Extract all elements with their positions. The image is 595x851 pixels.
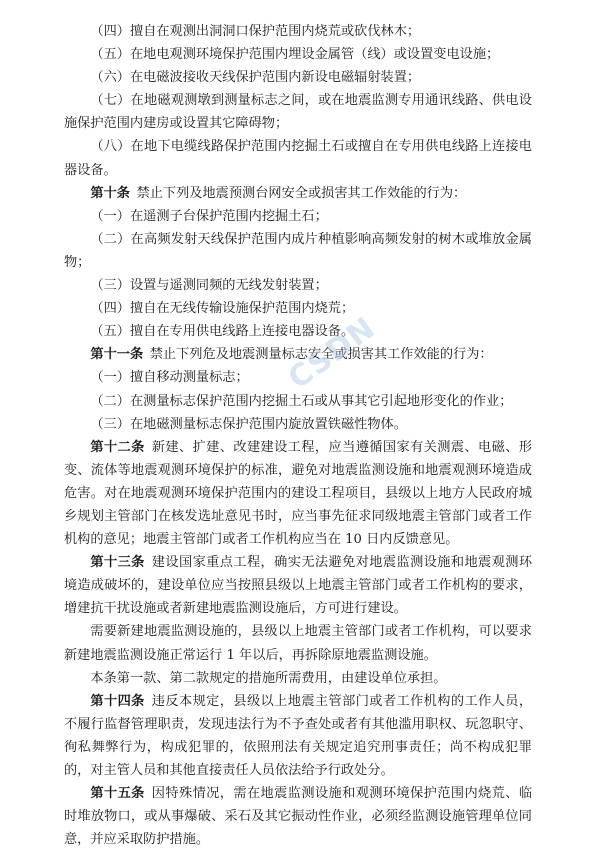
paragraph-text: （一）擅自移动测量标志； [90, 370, 249, 386]
paragraph-text: 本条第一款、第二款规定的措施所需费用，由建设单位承担。 [90, 670, 447, 686]
paragraph-text: （六）在电磁波接收天线保护范围内新设电磁辐射装置； [90, 70, 421, 86]
clause-paragraph [64, 413, 532, 436]
clause-paragraph [64, 43, 532, 66]
clause-paragraph [64, 89, 532, 135]
article-number: 第十四条 [90, 693, 145, 709]
clause-paragraph [64, 20, 532, 43]
clause-paragraph [64, 667, 532, 690]
paragraph-text: （二）在高频发射天线保护范围内成片种植影响高频发射的树木或堆放金属物； [64, 231, 532, 270]
clause-paragraph [64, 274, 532, 297]
article-number: 第十二条 [90, 439, 145, 455]
article-paragraph [64, 182, 532, 205]
paragraph-text: 新建、扩建、改建建设工程，应当遵循国家有关测震、电磁、形变、流体等地震观测环境保护的标准，避免对地震监测设施和地震观测环境造成危害。对在地震观测环境保护范围内的建设工程项目，县级以上地方人民政府城乡规划主管部门在核发选址意见书时，应当事先征求同级地震主管部门或者工作机构的意见；地震主管部门或者工作机构应当在 10 日内反馈意见。 [64, 439, 533, 548]
paragraph-text: （五）在地电观测环境保护范围内埋设金属管（线）或设置变电设施； [90, 47, 500, 63]
paragraph-text: 因特殊情况，需在地震监测设施和观测环境保护范围内烧荒、临时堆放物口，或从事爆破、采石及其它振动性作业，必须经监测设施管理单位同意，并应采取防护措施。 [64, 786, 533, 848]
paragraph-text: （四）擅自在观测出洞洞口保护范围内烧荒或砍伐林木； [90, 24, 421, 39]
paragraph-text: （七）在地磁观测墩到测量标志之间，或在地震监测专用通讯线路、供电设施保护范围内建房或设置其它障碍物； [64, 93, 532, 132]
clause-paragraph [64, 366, 532, 389]
paragraph-text: （五）擅自在专用供电线路上连接电器设备。 [90, 324, 355, 340]
watermark: CSDN [282, 310, 383, 397]
paragraph-text: （一）在遥测子台保护范围内挖掘土石； [90, 208, 328, 224]
paragraph-text: （四）擅自在无线传输设施保护范围内烧荒； [90, 301, 355, 317]
clause-paragraph [64, 620, 532, 666]
article-number: 第十一条 [90, 347, 144, 363]
article-paragraph [64, 436, 532, 551]
paragraph-text: （三）设置与遥测同频的无线发射装置； [90, 278, 328, 294]
paragraph-text: 违反本规定，县级以上地震主管部门或者工作机构的工作人员，不履行监督管理职责，发现违法行为不予查处或者有其他滥用职权、玩忽职守、徇私舞弊行为，构成犯罪的，依照刑法有关规定追究刑事责任；尚不构成犯罪的，对主管人员和其他直接责任人员依法给予行政处分。 [64, 693, 533, 778]
clause-paragraph [64, 205, 532, 228]
article-paragraph [64, 343, 532, 366]
paragraph-text: 建设国家重点工程，确实无法避免对地震监测设施和地震观测环境造成破坏的，建设单位应当按照县级以上地震主管部门或者工作机构的要求，增建抗干扰设施或者新建地震监测设施后，方可进行建设。 [64, 555, 533, 617]
article-number: 第十五条 [90, 786, 145, 802]
paragraph-text: 需要新建地震监测设施的，县级以上地震主管部门或者工作机构，可以要求新建地震监测设施正常运行 1 年以后，再拆除原地震监测设施。 [64, 624, 532, 663]
clause-paragraph [64, 135, 532, 181]
paragraph-text: 禁止下列危及地震测量标志安全或损害其工作效能的行为： [149, 347, 493, 363]
article-number: 第十条 [90, 185, 130, 201]
paragraph-text: （三）在地磁测量标志保护范围内旋放置铁磁性物体。 [90, 416, 407, 432]
paragraph-text: （二）在测量标志保护范围内挖掘土石或从事其它引起地形变化的作业； [90, 393, 513, 409]
clause-paragraph [64, 228, 532, 274]
paragraph-text: （八）在地下电缆线路保护范围内挖掘土石或擅自在专用供电线路上连接电器设备。 [64, 139, 532, 178]
article-paragraph [64, 690, 532, 782]
document-body [64, 20, 532, 851]
paragraph-text: 禁止下列及地震预测台网安全或损害其工作效能的行为： [136, 185, 467, 201]
article-paragraph [64, 551, 532, 620]
article-number: 第十三条 [90, 555, 145, 571]
clause-paragraph [64, 297, 532, 320]
clause-paragraph [64, 66, 532, 89]
clause-paragraph [64, 320, 532, 343]
clause-paragraph [64, 390, 532, 413]
